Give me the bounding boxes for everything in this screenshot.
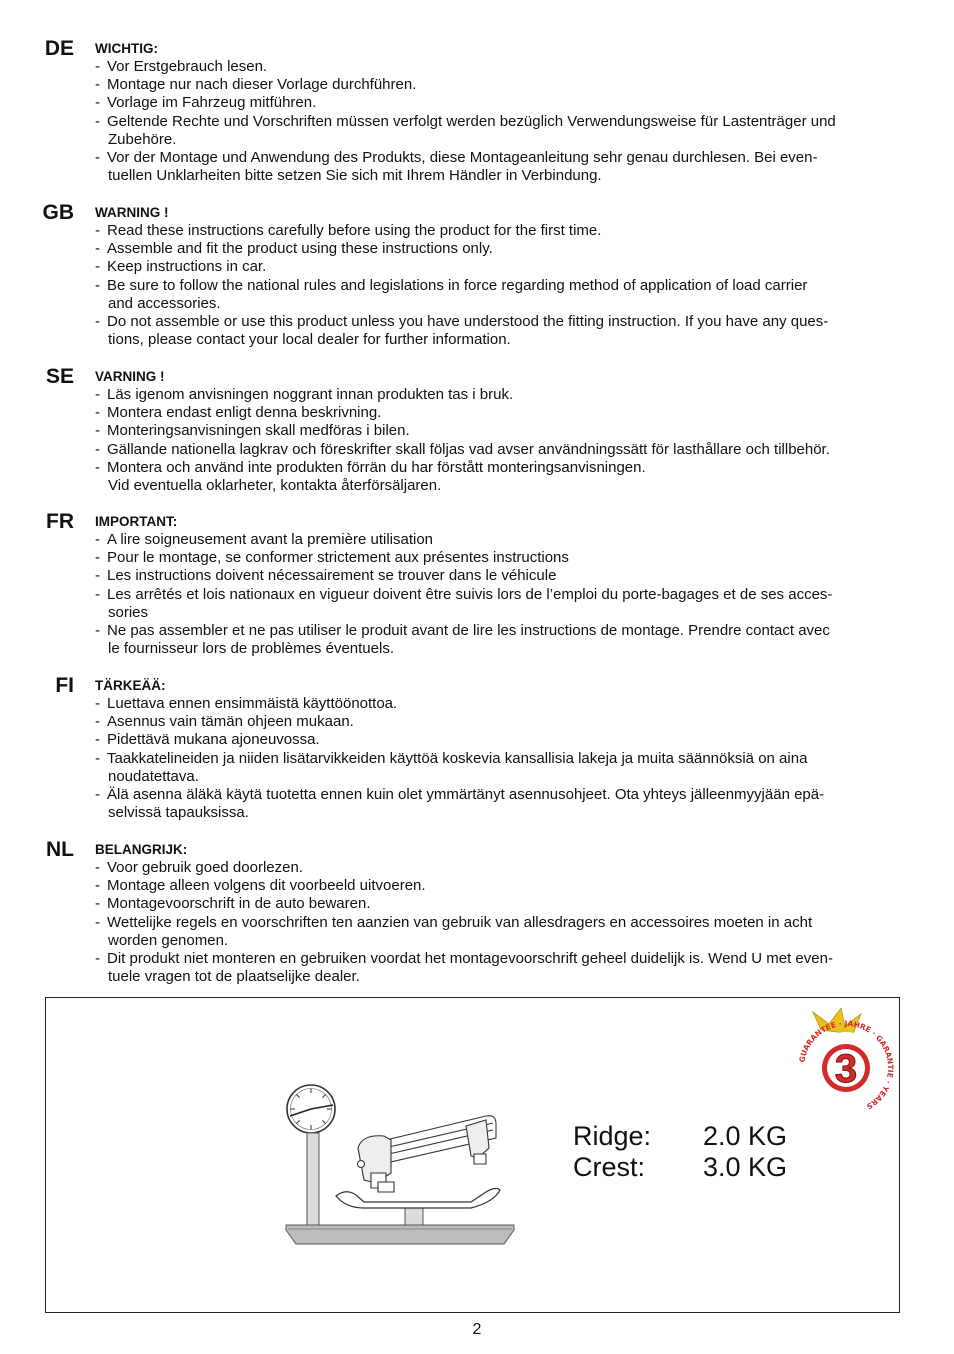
instruction-text: Do not assemble or use this product unless you have understood the fitting instruction. If you have any ques-	[107, 313, 829, 331]
instruction-item	[95, 441, 830, 459]
scale-dial-icon	[287, 1085, 335, 1133]
bullet-dash: -	[95, 731, 100, 749]
instruction-item	[95, 895, 833, 913]
instruction-item	[95, 404, 830, 422]
instruction-item	[95, 313, 828, 349]
section-heading: WICHTIG:	[95, 41, 158, 56]
bullet-dash: -	[95, 859, 100, 876]
instruction-text: Geltende Rechte und Vorschriften müssen verfolgt werden bezüglich Verwendungsweise für Lastenträger und	[107, 112, 836, 130]
instruction-text: Dit produkt niet monteren en gebruiken voordat het montagevoorschrift geheel duidelijk is. Wend U met even-	[107, 950, 833, 968]
instruction-text: Les instructions doivent nécessairement se trouver dans le véhicule	[107, 567, 557, 585]
bullet-dash: -	[95, 713, 100, 731]
language-code: DE	[44, 37, 74, 60]
instruction-item	[95, 549, 832, 567]
bullet-dash: -	[95, 877, 100, 895]
instruction-item	[95, 531, 832, 549]
bullet-dash: -	[95, 567, 100, 585]
instruction-item	[95, 277, 828, 313]
bullet-dash: -	[95, 222, 100, 239]
instruction-text: Vorlage im Fahrzeug mitführen.	[107, 94, 317, 112]
instruction-text: Taakkatelineiden ja niiden lisätarvikkeiden käyttöä koskevia kansallisia lakeja ja muita säännöksiä on aina	[107, 749, 808, 767]
bullet-dash: -	[95, 422, 100, 440]
bullet-dash: -	[95, 149, 100, 167]
instruction-item	[95, 750, 824, 786]
instruction-item	[95, 786, 824, 822]
svg-text:3: 3	[834, 1047, 858, 1091]
instruction-item	[95, 422, 830, 440]
bullet-dash: -	[95, 950, 100, 968]
bullet-dash: -	[95, 549, 100, 567]
bullet-dash: -	[95, 622, 100, 640]
guarantee-badge-icon	[791, 1008, 901, 1118]
instruction-list	[95, 222, 828, 349]
bullet-dash: -	[95, 695, 100, 712]
instruction-text-continued: selvissä tapauksissa.	[108, 804, 249, 822]
instruction-text: Montera och använd inte produkten förrän du har förstått monteringsanvisningen.	[107, 458, 646, 476]
bullet-dash: -	[95, 76, 100, 94]
bullet-dash: -	[95, 440, 100, 458]
instruction-text: A lire soigneusement avant la première utilisation	[107, 531, 434, 548]
instruction-item	[95, 386, 830, 404]
instruction-text: Läs igenom anvisningen noggrant innan produkten tas i bruk.	[107, 386, 514, 403]
bullet-dash: -	[95, 258, 100, 276]
section-heading: VARNING !	[95, 369, 165, 384]
instruction-text: Wettelijke regels en voorschriften ten aanzien van gebruik van allesdragers en accessoires moeten in acht	[107, 913, 813, 931]
language-code: GB	[42, 201, 74, 224]
svg-text:GUARANTEE · JAHRE · GARANTIE ·: GUARANTEE · JAHRE · GARANTIE · YEARS	[797, 1018, 896, 1112]
instruction-item	[95, 713, 824, 731]
instruction-text: Keep instructions in car.	[107, 258, 267, 276]
instruction-text: Ne pas assembler et ne pas utiliser le produit avant de lire les instructions de montage. Prendre contact avec	[107, 622, 830, 640]
instruction-item	[95, 586, 832, 622]
bullet-dash: -	[95, 913, 100, 931]
instruction-text: Montage alleen volgens dit voorbeeld uitvoeren.	[107, 877, 426, 895]
instruction-text: Montagevoorschrift in de auto bewaren.	[107, 895, 371, 913]
instruction-list	[95, 531, 832, 658]
bullet-dash: -	[95, 94, 100, 112]
instruction-list	[95, 58, 836, 185]
instruction-item	[95, 113, 836, 149]
instruction-item	[95, 567, 832, 585]
weight-label: Crest:	[573, 1152, 646, 1182]
instruction-item	[95, 622, 832, 658]
instruction-text: Montera endast enligt denna beskrivning.	[107, 404, 382, 422]
instruction-text: Asennus vain tämän ohjeen mukaan.	[107, 713, 354, 731]
instruction-text: Be sure to follow the national rules and legislations in force regarding method of application of load carrier	[107, 276, 808, 294]
instruction-text: Pour le montage, se conformer strictement aux présentes instructions	[107, 549, 569, 567]
instruction-item	[95, 258, 828, 276]
instruction-text: Read these instructions carefully before using the product for the first time.	[107, 222, 602, 239]
bullet-dash: -	[95, 404, 100, 422]
instruction-text-continued: sories	[108, 603, 149, 621]
bullet-dash: -	[95, 786, 100, 804]
instruction-text: Gällande nationella lagkrav och föreskrifter skall följas vad avser användningssätt för lasthållare och tillbehör.	[107, 440, 830, 458]
instruction-text: Assemble and fit the product using these instructions only.	[107, 240, 493, 258]
bullet-dash: -	[95, 313, 100, 331]
instruction-item	[95, 222, 828, 240]
bullet-dash: -	[95, 240, 100, 258]
instruction-item	[95, 76, 836, 94]
instruction-text-continued: tions, please contact your local dealer for further information.	[108, 331, 511, 349]
instruction-item	[95, 94, 836, 112]
instruction-text: Monteringsanvisningen skall medföras i bilen.	[107, 422, 410, 440]
section-heading: WARNING !	[95, 205, 169, 220]
instruction-item	[95, 950, 833, 986]
instruction-text-continued: worden genomen.	[108, 931, 229, 949]
bullet-dash: -	[95, 895, 100, 913]
bullet-dash: -	[95, 531, 100, 548]
bullet-dash: -	[95, 458, 100, 476]
instruction-text: Montage nur nach dieser Vorlage durchführen.	[107, 76, 417, 94]
language-code: SE	[45, 365, 74, 388]
instruction-item	[95, 58, 836, 76]
instruction-list	[95, 386, 830, 495]
section-heading: BELANGRIJK:	[95, 842, 188, 857]
weight-spec-list	[573, 1121, 787, 1183]
weight-value: 2.0 KG	[703, 1121, 788, 1151]
section-heading: IMPORTANT:	[95, 514, 178, 529]
instruction-item	[95, 240, 828, 258]
instruction-text: Pidettävä mukana ajoneuvossa.	[107, 731, 320, 749]
bullet-dash: -	[95, 386, 100, 403]
instruction-item	[95, 859, 833, 877]
instruction-item	[95, 149, 836, 185]
language-code: NL	[46, 838, 74, 861]
instruction-item	[95, 695, 824, 713]
instruction-item	[95, 877, 833, 895]
instruction-item	[95, 914, 833, 950]
instruction-list	[95, 695, 824, 822]
weight-row-crest	[573, 1152, 787, 1183]
instruction-text-continued: and accessories.	[108, 294, 221, 312]
instruction-text-continued: tuellen Unklarheiten bitte setzen Sie sich mit Ihrem Händler in Verbindung.	[108, 167, 602, 185]
language-code: FR	[46, 510, 74, 533]
instruction-text: Les arrêtés et lois nationaux en vigueur doivent être suivis lors de l’emploi du porte-bagages et de ses acces-	[107, 585, 833, 603]
ski-carrier-icon	[358, 1116, 497, 1192]
instruction-text-continued: Zubehöre.	[108, 130, 177, 148]
page-number: 2	[472, 1321, 482, 1338]
instruction-text: Vor Erstgebrauch lesen.	[107, 58, 268, 75]
weight-value: 3.0 KG	[703, 1152, 788, 1182]
weight-row-ridge	[573, 1121, 787, 1152]
figure-box	[45, 997, 900, 1313]
bullet-dash: -	[95, 276, 100, 294]
instruction-item	[95, 731, 824, 749]
instruction-text: Älä asenna äläkä käytä tuotetta ennen kuin olet ymmärtänyt asennusohjeet. Ota yhteys jälleenmyyjään epä-	[107, 786, 825, 804]
instruction-text-continued: le fournisseur lors de problèmes éventuels.	[108, 640, 394, 658]
instruction-text-continued: noudatettava.	[108, 767, 199, 785]
instruction-list	[95, 859, 833, 986]
instruction-text: Vor der Montage und Anwendung des Produkts, diese Montageanleitung sehr genau durchlesen. Bei even-	[107, 149, 818, 167]
bullet-dash: -	[95, 112, 100, 130]
section-heading: TÄRKEÄÄ:	[95, 678, 166, 693]
instruction-text: Voor gebruik goed doorlezen.	[107, 859, 303, 876]
instruction-text-continued: Vid eventuella oklarheter, kontakta återförsäljaren.	[108, 477, 442, 495]
instruction-text-continued: tuele vragen tot de plaatselijke dealer.	[108, 968, 360, 986]
bullet-dash: -	[95, 585, 100, 603]
instruction-text: Luettava ennen ensimmäistä käyttöönottoa.	[107, 695, 398, 712]
instruction-item	[95, 459, 830, 495]
weight-label: Ridge:	[573, 1121, 652, 1151]
bullet-dash: -	[95, 749, 100, 767]
bullet-dash: -	[95, 58, 100, 75]
language-code: FI	[55, 674, 74, 697]
